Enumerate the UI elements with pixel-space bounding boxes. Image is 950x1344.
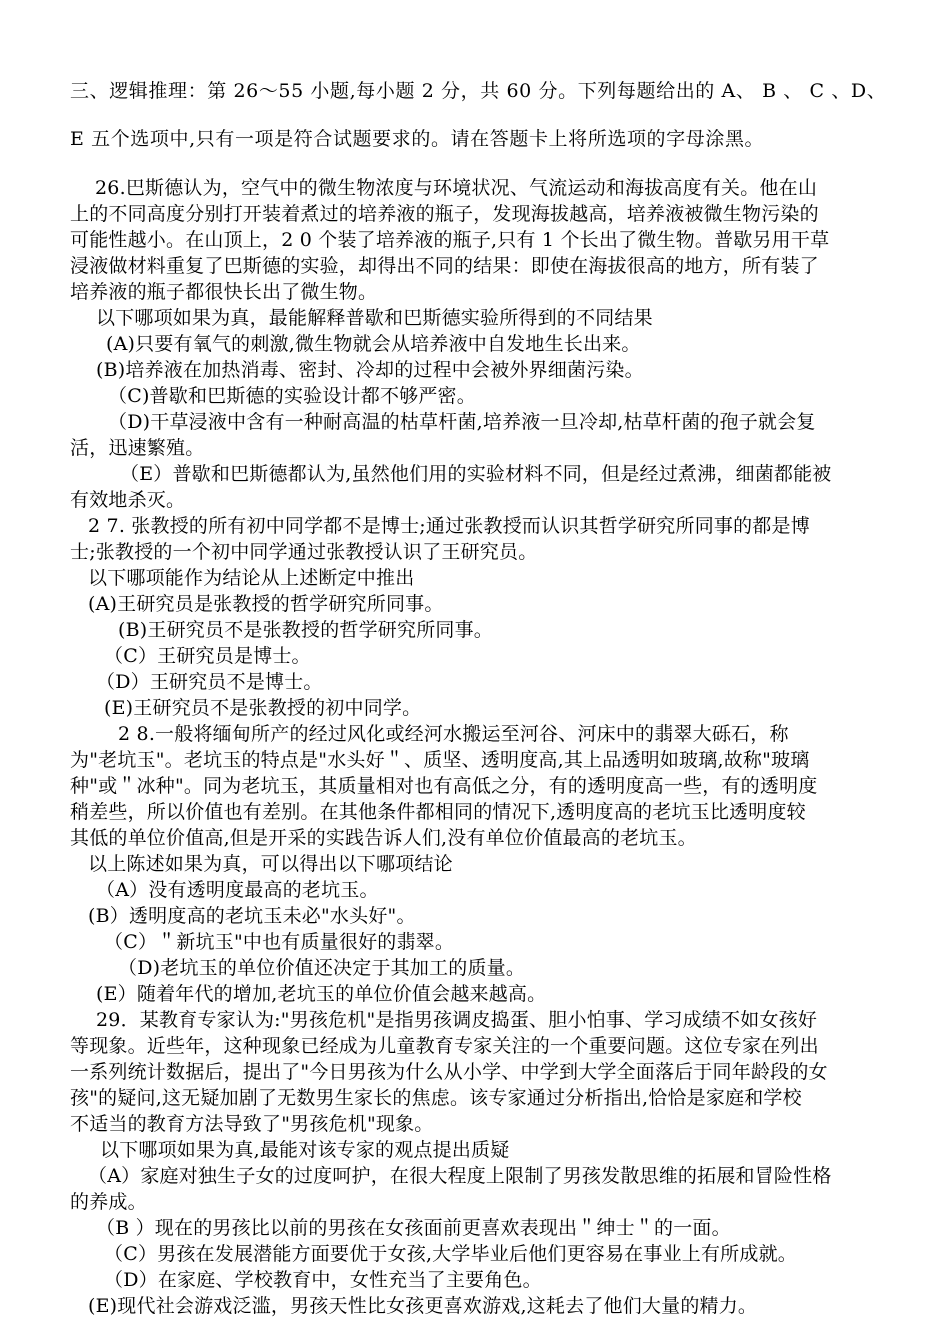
q28-stem-line-4: 稍差些，所以价值也有差别。在其他条件都相同的情况下,透明度高的老坑玉比透明度较 bbox=[70, 801, 806, 823]
q26-stem-line-5: 培养液的瓶子都很快长出了微生物。 bbox=[70, 281, 378, 303]
q26-prompt: 以下哪项如果为真，最能解释普歇和巴斯德实验所得到的不同结果 bbox=[96, 307, 653, 329]
q27-stem-line-1: 2 7. 张教授的所有初中同学都不是博士;通过张教授而认识其哲学研究所同事的都是博 bbox=[88, 515, 810, 537]
q29-prompt: 以下哪项如果为真,最能对该专家的观点提出质疑 bbox=[100, 1139, 510, 1161]
q29-stem-line-2: 等现象。近些年，这种现象已经成为儿童教育专家关注的一个重要问题。这位专家在列出 bbox=[70, 1035, 819, 1057]
q28-option-d: （D)老坑玉的单位价值还决定于其加工的质量。 bbox=[118, 957, 526, 979]
q27-option-a: (A)王研究员是张教授的哲学研究所同事。 bbox=[88, 593, 444, 615]
q26-option-a: (A)只要有氧气的刺激,微生物就会从培养液中自发地生长出来。 bbox=[106, 333, 641, 355]
section-header-line-2: E 五个选项中,只有一项是符合试题要求的。请在答题卡上将所选项的字母涂黑。 bbox=[70, 128, 765, 150]
q29-stem-line-3: 一系列统计数据后，提出了"今日男孩为什么从小学、中学到大学全面落后于同年龄段的女 bbox=[70, 1061, 828, 1083]
q29-stem-line-5: 不适当的教育方法导致了"男孩危机"现象。 bbox=[70, 1113, 434, 1135]
q26-stem-line-3: 可能性越小。在山顶上，2 0 个装了培养液的瓶子,只有 1 个长出了微生物。普歇另用干草 bbox=[70, 229, 830, 251]
q28-option-e: (E）随着年代的增加,老坑玉的单位价值会越来越高。 bbox=[96, 983, 547, 1005]
q27-option-d: （D）王研究员不是博士。 bbox=[96, 671, 323, 693]
q26-option-b: (B)培养液在加热消毒、密封、冷却的过程中会被外界细菌污染。 bbox=[96, 359, 644, 381]
q29-stem-line-1: 29．某教育专家认为:"男孩危机"是指男孩调皮捣蛋、胆小怕事、学习成绩不如女孩好 bbox=[96, 1009, 818, 1031]
q26-stem-line-2: 上的不同高度分别打开装着煮过的培养液的瓶子，发现海拔越高，培养液被微生物污染的 bbox=[70, 203, 819, 225]
q27-option-e: (E)王研究员不是张教授的初中同学。 bbox=[104, 697, 422, 719]
q26-stem-line-1: 26.巴斯德认为，空气中的微生物浓度与环境状况、气流运动和海拔高度有关。他在山 bbox=[95, 177, 818, 199]
q29-option-d: （D）在家庭、学校教育中，女性充当了主要角色。 bbox=[104, 1269, 542, 1291]
q28-stem-line-3: 种"或＂冰种"。同为老坑玉，其质量相对也有高低之分，有的透明度高一些，有的透明度 bbox=[70, 775, 818, 797]
q29-stem-line-4: 孩"的疑问,这无疑加剧了无数男生家长的焦虑。该专家通过分析指出,恰恰是家庭和学校 bbox=[70, 1087, 802, 1109]
q26-option-e-line-2: 有效地杀灭。 bbox=[70, 489, 186, 511]
q29-option-b: （B ）现在的男孩比以前的男孩在女孩面前更喜欢表现出＂绅士＂的一面。 bbox=[96, 1217, 731, 1239]
q29-option-c: （C）男孩在发展潜能方面要优于女孩,大学毕业后他们更容易在事业上有所成就。 bbox=[104, 1243, 797, 1265]
q26-option-d-line-2: 活，迅速繁殖。 bbox=[70, 437, 205, 459]
q29-option-a-line-1: （A）家庭对独生子女的过度呵护，在很大程度上限制了男孩发散思维的拓展和冒险性格 bbox=[88, 1165, 832, 1187]
q27-option-c: （C）王研究员是博士。 bbox=[104, 645, 311, 667]
q29-option-e: (E)现代社会游戏泛滥，男孩天性比女孩更喜欢游戏,这耗去了他们大量的精力。 bbox=[88, 1295, 758, 1317]
q27-stem-line-2: 士;张教授的一个初中同学通过张教授认识了王研究员。 bbox=[70, 541, 538, 563]
q27-prompt: 以下哪项能作为结论从上述断定中推出 bbox=[88, 567, 415, 589]
q28-stem-line-5: 其低的单位价值高,但是开采的实践告诉人们,没有单位价值最高的老坑玉。 bbox=[70, 827, 697, 849]
q26-option-d-line-1: （D)干草浸液中含有一种耐高温的枯草杆菌,培养液一旦冷却,枯草杆菌的孢子就会复 bbox=[108, 411, 816, 433]
q26-option-c: （C)普歇和巴斯德的实验设计都不够严密。 bbox=[108, 385, 476, 407]
q26-option-e-line-1: （E）普歇和巴斯德都认为,虽然他们用的实验材料不同，但是经过煮沸，细菌都能被 bbox=[120, 463, 832, 485]
q28-option-b: (B）透明度高的老坑玉未必"水头好"。 bbox=[88, 905, 416, 927]
q28-option-a: （A）没有透明度最高的老坑玉。 bbox=[96, 879, 379, 901]
section-header-line-1: 三、逻辑推理：第 26～55 小题,每小题 2 分，共 60 分。下列每题给出的 A、 B 、 C 、D、 bbox=[70, 80, 887, 102]
q27-option-b: (B)王研究员不是张教授的哲学研究所同事。 bbox=[118, 619, 493, 641]
q26-stem-line-4: 浸液做材料重复了巴斯德的实验，却得出不同的结果：即使在海拔很高的地方，所有装了 bbox=[70, 255, 819, 277]
q29-option-a-line-2: 的养成。 bbox=[70, 1191, 147, 1213]
q28-stem-line-2: 为"老坑玉"。老坑玉的特点是"水头好＂、质坚、透明度高,其上品透明如玻璃,故称"玻璃 bbox=[70, 749, 810, 771]
q28-option-c: （C）＂新坑玉"中也有质量很好的翡翠。 bbox=[104, 931, 455, 953]
q28-stem-line-1: 2 8.一般将缅甸所产的经过风化或经河水搬运至河谷、河床中的翡翠大砾石，称 bbox=[118, 723, 789, 745]
q28-prompt: 以上陈述如果为真，可以得出以下哪项结论 bbox=[88, 853, 453, 875]
